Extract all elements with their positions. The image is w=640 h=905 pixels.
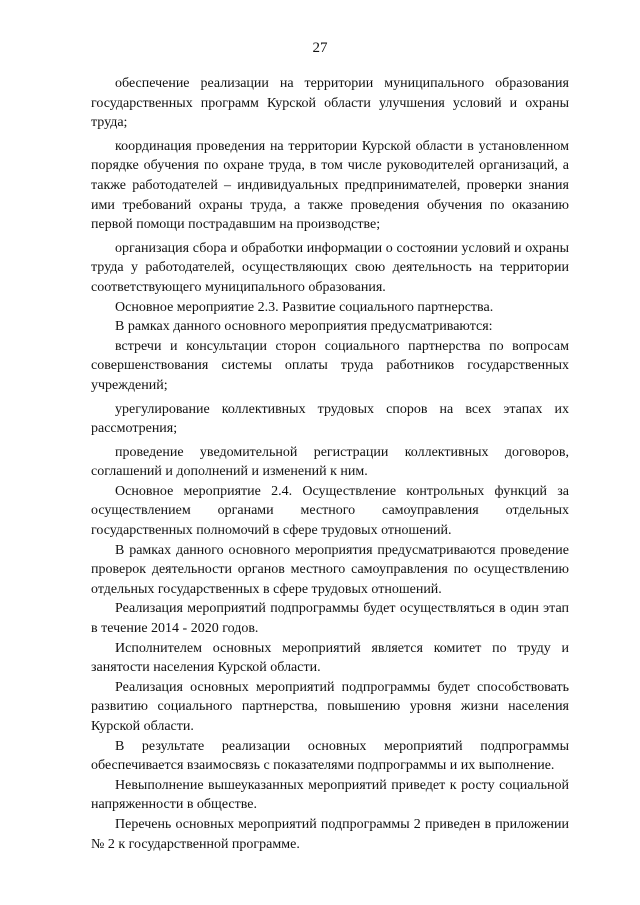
paragraph: Реализация основных мероприятий подпрограммы будет способствовать развитию социального партнерства, повышению уровня жизни населения Курской области. — [91, 679, 569, 734]
paragraph: Основное мероприятие 2.3. Развитие социального партнерства. — [115, 299, 494, 315]
paragraph: Реализация мероприятий подпрограммы будет осуществляться в один этап в течение 2014 - 2020 годов. — [91, 601, 569, 637]
paragraph: Основное мероприятие 2.4. Осуществление контрольных функций за осуществлением органами местного самоуправления отдельных государственных полномочий в сфере трудовых отношений. — [91, 483, 569, 539]
paragraph: обеспечение реализации на территории муниципального образования государственных программ Курской области улучшения условий и охраны труда; — [91, 76, 569, 131]
paragraph: Невыполнение вышеуказанных мероприятий приведет к росту социальной напряженности в обществе. — [91, 777, 569, 813]
paragraph: Исполнителем основных мероприятий является комитет по труду и занятости населения Курской области. — [91, 640, 569, 676]
paragraph: В рамках данного основного мероприятия предусматриваются: — [115, 319, 493, 335]
page-number: 27 — [312, 40, 328, 56]
paragraph: организация сбора и обработки информации о состоянии условий и охраны труда у работодателей, осуществляющих свою деятельность на территории соответствующего муниципального образования. — [91, 240, 569, 295]
paragraph: Перечень основных мероприятий подпрограммы 2 приведен в приложении № 2 к государственной программе. — [91, 816, 569, 852]
paragraph: урегулирование коллективных трудовых споров на всех этапах их рассмотрения; — [91, 401, 569, 437]
paragraph: В рамках данного основного мероприятия предусматриваются проведение проверок деятельности органов местного самоуправления по осуществлению отдельных государственных в сфере трудовых отношений. — [91, 542, 569, 597]
paragraph: координация проведения на территории Курской области в установленном порядке обучения по охране труда, в том числе руководителей организаций, а также работодателей – индивидуальных предпринимателей, проверки знания ими требований охраны труда, а также проведения обучения по оказанию первой помощи пострадавшим на производстве; — [91, 138, 569, 233]
document-body — [91, 74, 569, 854]
paragraph: проведение уведомительной регистрации коллективных договоров, соглашений и дополнений и изменений к ним. — [91, 444, 569, 480]
paragraph: В результате реализации основных мероприятий подпрограммы обеспечивается взаимосвязь с показателями подпрограммы и их выполнение. — [91, 738, 569, 774]
paragraph: встречи и консультации сторон социального партнерства по вопросам совершенствования системы оплаты труда работников государственных учреждений; — [91, 338, 569, 393]
